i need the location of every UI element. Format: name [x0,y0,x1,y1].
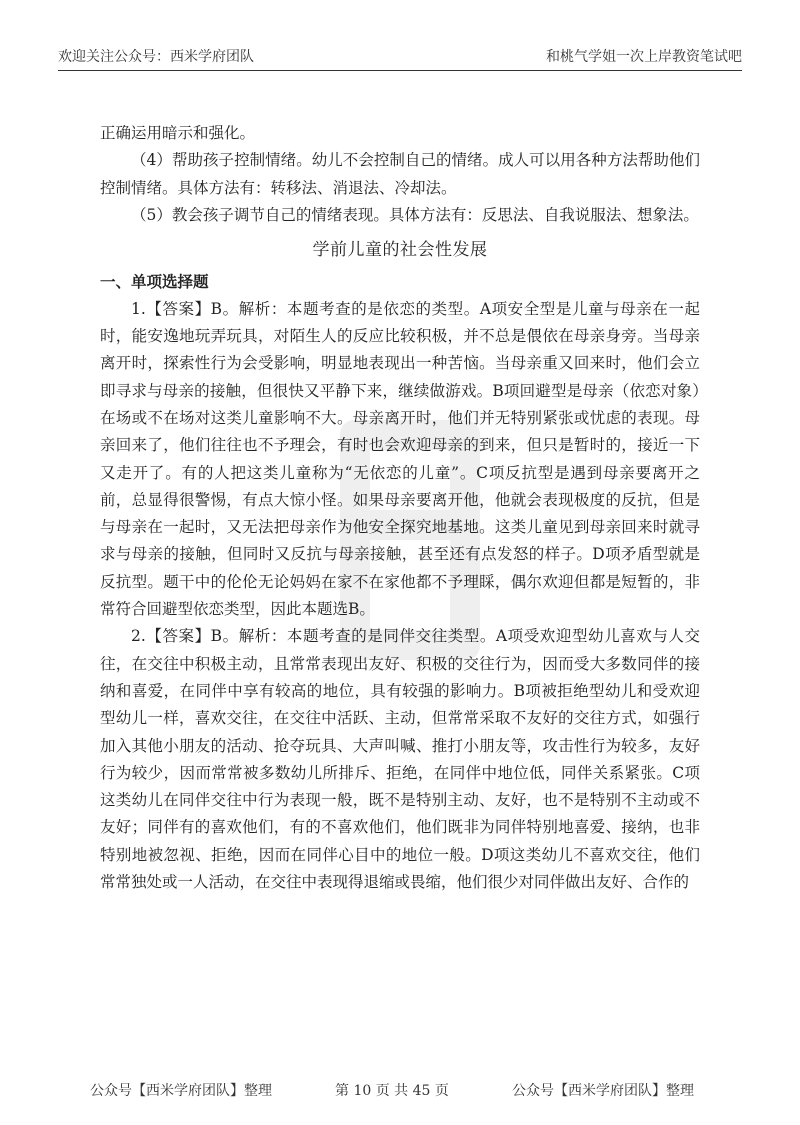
section-title: 学前儿童的社会性发展 [312,240,488,261]
page-header [58,40,742,71]
footer-right-text: 公众号【西米学府团队】整理 [512,1083,694,1099]
page-number: 第 10 页 共 45 页 [335,1083,449,1099]
header-right-text: 和桃气学姐一次上岸教资笔试吧 [546,49,742,65]
header-left-text: 欢迎关注公众号：西米学府团队 [58,49,254,65]
answer-1: 1.【答案】B。解析：本题考查的是依恋的类型。A项安全型是儿童与母亲在一起时，能安逸地玩弄玩具，对陌生人的反应比较积极，并不总是偎依在母亲身旁。当母亲离开时，探索性行为会受影响，明显地表现出一种苦恼。当母亲重又回来时，他们会立即寻求与母亲的接触，但很快又平静下来，继续做游戏。B项回避型是母亲（依恋对象）在场或不在场对这类儿童影响不大。母亲离开时，他们并无特别紧张或忧虑的表现。母亲回来了，他们往往也不予理会，有时也会欢迎母亲的到来，但只是暂时的，接近一下又走开了。有的人把这类儿童称为“无依恋的儿童”。C项反抗型是遇到母亲要离开之前，总显得很警惕，有点大惊小怪。如果母亲要离开他，他就会表现极度的反抗，但是与母亲在一起时，又无法把母亲作为他安全探究地基地。这类儿童见到母亲回来时就寻求与母亲的接触，但同时又反抗与母亲接触，甚至还有点发怒的样子。D项矛盾型就是反抗型。题干中的伦伦无论妈妈在家不在家他都不予理睬，偶尔欢迎但都是短暂的，非常符合回避型依恋类型，因此本题选B。 [100,299,700,619]
footer-left-text: 公众号【西米学府团队】整理 [90,1083,272,1099]
paragraph-continuation: 正确运用暗示和强化。 [100,124,256,142]
paragraph-item-5: （5）教会孩子调节自己的情绪表现。具体方法有：反思法、自我说服法、想象法。 [131,205,699,224]
document-body [100,120,700,896]
paragraph-item-4: （4）帮助孩子控制情绪。幼儿不会控制自己的情绪。成人可以用各种方法帮助他们控制情绪。具体方法有：转移法、消退法、冷却法。 [100,151,700,197]
answer-2: 2.【答案】B。解析：本题考查的是同伴交往类型。A项受欢迎型幼儿喜欢与人交往，在交往中积极主动，且常常表现出友好、积极的交往行为，因而受大多数同伴的接纳和喜爱，在同伴中享有较高的地位，具有较强的影响力。B项被拒绝型幼儿和受欢迎型幼儿一样，喜欢交往，在交往中活跃、主动，但常常采取不友好的交往方式，如强行加入其他小朋友的活动、抢夺玩具、大声叫喊、推打小朋友等，攻击性行为较多，友好行为较少，因而常常被多数幼儿所排斥、拒绝，在同伴中地位低，同伴关系紧张。C项这类幼儿在同伴交往中行为表现一般，既不是特别主动、友好，也不是特别不主动或不友好；同伴有的喜欢他们，有的不喜欢他们，他们既非为同伴特别地喜爱、接纳，也非特别地被忽视、拒绝，因而在同伴心目中的地位一般。D项这类幼儿不喜欢交往，他们常常独处或一人活动，在交往中表现得退缩或畏缩，他们很少对同伴做出友好、合作的 [100,627,700,892]
subheading: 一、单项选择题 [100,272,209,292]
